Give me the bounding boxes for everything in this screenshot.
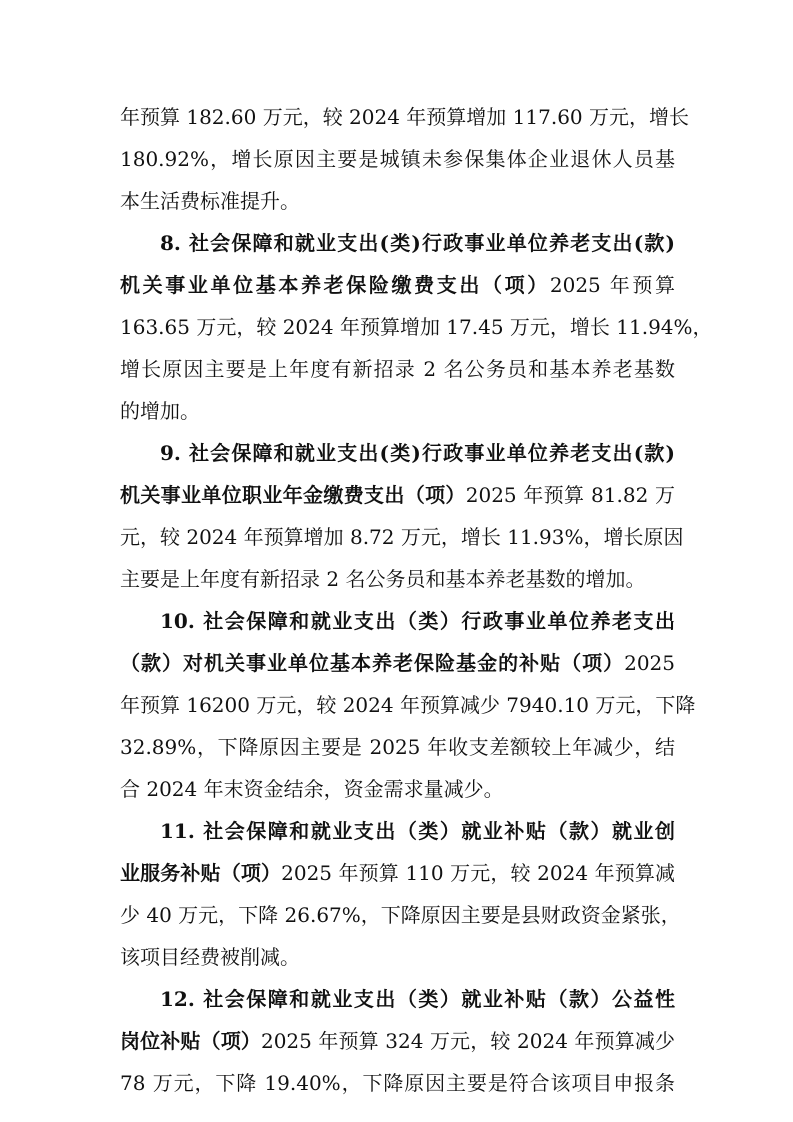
text-line: 元，较 2024 年预算增加 8.72 万元，增长 11.93%，增长原因 [120,525,684,549]
item-heading: 8. 社会保障和就业支出(类)行政事业单位养老支出(款) [160,231,675,255]
text-line: 本生活费标准提升。 [120,189,300,213]
text-line: 机关事业单位基本养老保险缴费支出（项）2025 年预算 [120,273,676,297]
text-line: 岗位补贴（项）2025 年预算 324 万元，较 2024 年预算减少 [120,1029,675,1053]
item-heading-line [160,433,675,473]
text-line: 年预算 16200 万元，较 2024 年预算减少 7940.10 万元，下降 [120,693,696,717]
text-line: 增长原因主要是上年度有新招录 2 名公务员和基本养老基数 [120,357,675,381]
text-line: 年预算 182.60 万元，较 2024 年预算增加 117.60 万元，增长 [120,105,690,129]
item-heading: 11. 社会保障和就业支出（类）就业补贴（款）就业创 [160,819,675,843]
item-heading: 12. 社会保障和就业支出（类）就业补贴（款）公益性 [160,987,675,1011]
text-line: 机关事业单位职业年金缴费支出（项）2025 年预算 81.82 万 [120,483,676,507]
text-line: 180.92%，增长原因主要是城镇未参保集体企业退休人员基 [120,147,675,171]
text-line: 163.65 万元，较 2024 年预算增加 17.45 万元，增长 11.94%， [120,315,713,339]
text-line: 少 40 万元，下降 26.67%，下降原因主要是县财政资金紧张， [120,903,681,927]
text-line: 该项目经费被削减。 [120,945,300,969]
item-heading-line [160,223,675,263]
item-heading: 机关事业单位职业年金缴费支出（项） [120,483,466,507]
item-heading: 业服务补贴（项） [120,861,282,885]
item-heading: 岗位补贴（项） [120,1029,261,1053]
item-heading: 机关事业单位基本养老保险缴费支出（项） [120,273,550,297]
text-line: 32.89%，下降原因主要是 2025 年收支差额较上年减少，结 [120,735,675,759]
item-heading: 9. 社会保障和就业支出(类)行政事业单位养老支出(款) [160,441,675,465]
item-heading-line [160,979,675,1019]
item-heading: （款）对机关事业单位基本养老保险基金的补贴（项） [120,651,625,675]
text-line: 主要是上年度有新招录 2 名公务员和基本养老基数的增加。 [120,567,646,591]
item-heading: 10. 社会保障和就业支出（类）行政事业单位养老支出 [160,609,675,633]
item-heading-line [160,601,675,641]
text-line: 合 2024 年末资金结余，资金需求量减少。 [120,777,504,801]
item-heading-line [160,811,675,851]
text-line: 业服务补贴（项）2025 年预算 110 万元，较 2024 年预算减 [120,861,675,885]
text-line: 的增加。 [120,399,200,423]
text-line: （款）对机关事业单位基本养老保险基金的补贴（项）2025 [120,651,675,675]
text-line: 78 万元，下降 19.40%，下降原因主要是符合该项目申报条 [120,1071,675,1095]
